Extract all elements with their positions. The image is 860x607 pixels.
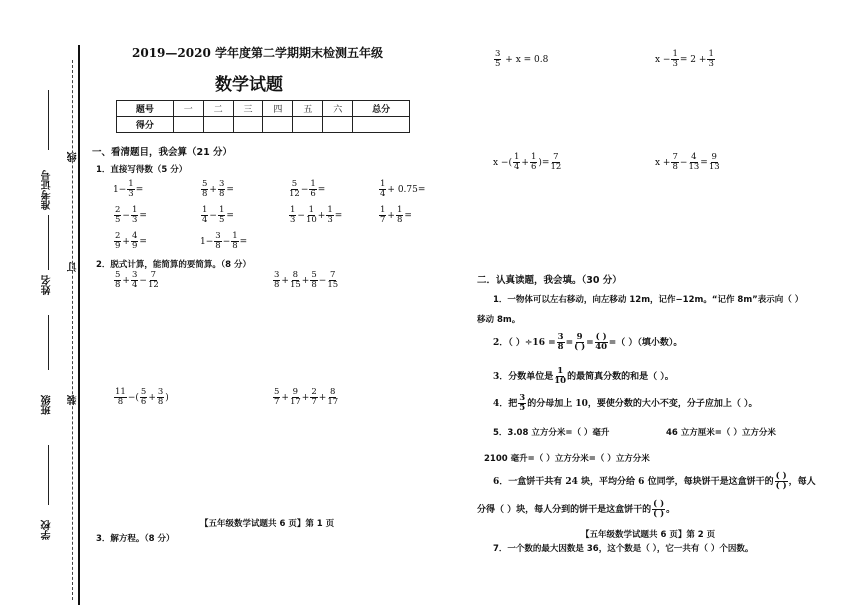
score-cell: 五 (293, 101, 323, 117)
q2-label: 2．脱式计算，能简算的要简算。（8 分） (96, 260, 252, 270)
s2-q1-line2: 移动 8m。 (477, 315, 521, 325)
q1-label: 1．直接写得数（5 分） (96, 165, 188, 175)
q1-item-10: 1− $\frac{3}{8}$ − $\frac{1}{8}$ = (200, 231, 248, 251)
score-cell: 二 (203, 101, 233, 117)
score-input-cell[interactable] (203, 117, 233, 133)
q1-item-3: $\frac{5}{12}$ − $\frac{1}{6}$ = (289, 179, 326, 199)
bind-mark-order: 订 (68, 262, 79, 272)
q2-item-4: $\frac{5}{7}$ + $\frac{9}{17}$ + $\frac{2}{7}$ + $\frac{8}{17}$ (274, 387, 339, 407)
q2-item-1: $\frac{5}{8}$ + $\frac{3}{4}$ − $\frac{7}{12}$ (115, 270, 159, 290)
score-cell: 三 (233, 101, 263, 117)
equation-1: $\frac{3}{5}$ + x = 0.8 (495, 49, 549, 69)
q1-item-2: $\frac{5}{8}$ + $\frac{3}{8}$ = (202, 179, 234, 199)
school-label: 学校 (42, 520, 53, 540)
score-input-cell[interactable] (323, 117, 353, 133)
q1-item-8: $\frac{1}{7}$ + $\frac{1}{8}$ = (380, 205, 412, 225)
subject-title: 数学试题 (215, 75, 283, 95)
page2-footer: 【五年级数学试题共 6 页】第 2 页 (581, 530, 716, 540)
class-label: 班级 (42, 395, 53, 415)
score-cell: 总分 (353, 101, 410, 117)
s2-q3: 3．分数单位是 $\frac{1}{10}$ 的最简真分数的和是（ ）。 (493, 366, 674, 386)
q2-item-2: $\frac{3}{8}$ + $\frac{8}{15}$ + $\frac{5}{8}$ − $\frac{7}{15}$ (274, 270, 339, 290)
score-input-cell[interactable] (293, 117, 323, 133)
q2-item-3: $\frac{11}{8}$ −( $\frac{5}{6}$ + $\frac{3}{8}$ ) (115, 387, 169, 407)
q1-item-7: $\frac{1}{3}$ − $\frac{1}{10}$ + $\frac{1}{3}$ = (290, 205, 343, 225)
binding-dashed-line (72, 60, 73, 600)
q3-label: 3．解方程。（8 分） (96, 534, 175, 544)
q1-item-4: $\frac{1}{4}$ + 0.75= (380, 179, 426, 199)
q1-item-6: $\frac{1}{4}$ − $\frac{1}{5}$ = (202, 205, 234, 225)
page1-footer: 【五年级数学试题共 6 页】第 1 页 (200, 519, 335, 529)
section2-heading: 二．认真读题，我会填。（30 分） (477, 275, 622, 286)
s2-q2: 2．（ ）÷16 = $\frac{3}{8}$ = $\frac{9}{( )}$ = $\frac{( )}{40}$ =（ ）（填小数）。 (493, 332, 683, 352)
exam-title: 2019—2020 学年度第二学期期末检测五年级 (132, 46, 383, 60)
s2-q5-part3: 2100 毫升=（ ）立方分米=（ ）立方分米 (484, 454, 650, 464)
score-cell: 四 (263, 101, 293, 117)
q1-item-5: $\frac{2}{5}$ − $\frac{1}{3}$ = (115, 205, 147, 225)
exam-no-label: 准考证号 (42, 170, 53, 210)
score-input-cell[interactable] (353, 117, 410, 133)
school-line (48, 445, 49, 505)
equation-4: x + $\frac{7}{8}$ − $\frac{4}{13}$ = $\frac{9}{13}$ (655, 152, 720, 172)
q1-item-1: 1− $\frac{1}{3}$ = (113, 179, 144, 199)
equation-3: x −( $\frac{1}{4}$ + $\frac{1}{6}$ )= $\frac{7}{12}$ (493, 152, 562, 172)
score-cell: 题号 (117, 101, 174, 117)
score-cell: 得分 (117, 117, 174, 133)
score-cell: 一 (173, 101, 203, 117)
score-input-cell[interactable] (233, 117, 263, 133)
score-table-header-row (117, 101, 410, 117)
s2-q6-line1: 6．一盒饼干共有 24 块，平均分给 6 位同学，每块饼干是这盒饼干的 $\frac{( )}{( )}$ ，每人 (493, 471, 816, 491)
s2-q7: 7．一个数的最大因数是 36，这个数是（ ），它一共有（ ）个因数。 (493, 544, 754, 554)
s2-q6-line2: 分得（ ）块，每人分到的饼干是这盒饼干的 $\frac{( )}{( )}$ 。 (477, 499, 676, 519)
q1-item-9: $\frac{2}{9}$ + $\frac{4}{9}$ = (115, 231, 147, 251)
score-table-score-row (117, 117, 410, 133)
class-line (48, 315, 49, 370)
score-table (116, 100, 410, 133)
name-line (48, 215, 49, 270)
s2-q4: 4．把 $\frac{3}{5}$ 的分母加上 10，要使分数的大小不变，分子应加上（ ）。 (493, 393, 758, 413)
s2-q5-part2: 46 立方厘米=（ ）立方分米 (666, 428, 776, 438)
section1-heading: 一、看清题目，我会算（21 分） (92, 147, 233, 158)
score-input-cell[interactable] (263, 117, 293, 133)
s2-q5-part1: 5．3.08 立方分米=（ ）毫升 (493, 428, 610, 438)
s2-q1-line1: 1．一物体可以左右移动，向左移动 12m，记作−12m。“记作 8m”表示向（ ） (493, 295, 804, 305)
bind-mark-line: 线 (68, 152, 79, 162)
exam-no-line (48, 90, 49, 150)
score-input-cell[interactable] (173, 117, 203, 133)
name-label: 姓名 (42, 275, 53, 295)
equation-2: x − $\frac{1}{3}$ = 2 + $\frac{1}{3}$ (655, 49, 714, 69)
binding-solid-line (78, 45, 80, 605)
score-cell: 六 (323, 101, 353, 117)
bind-mark-pack: 装 (68, 395, 79, 405)
